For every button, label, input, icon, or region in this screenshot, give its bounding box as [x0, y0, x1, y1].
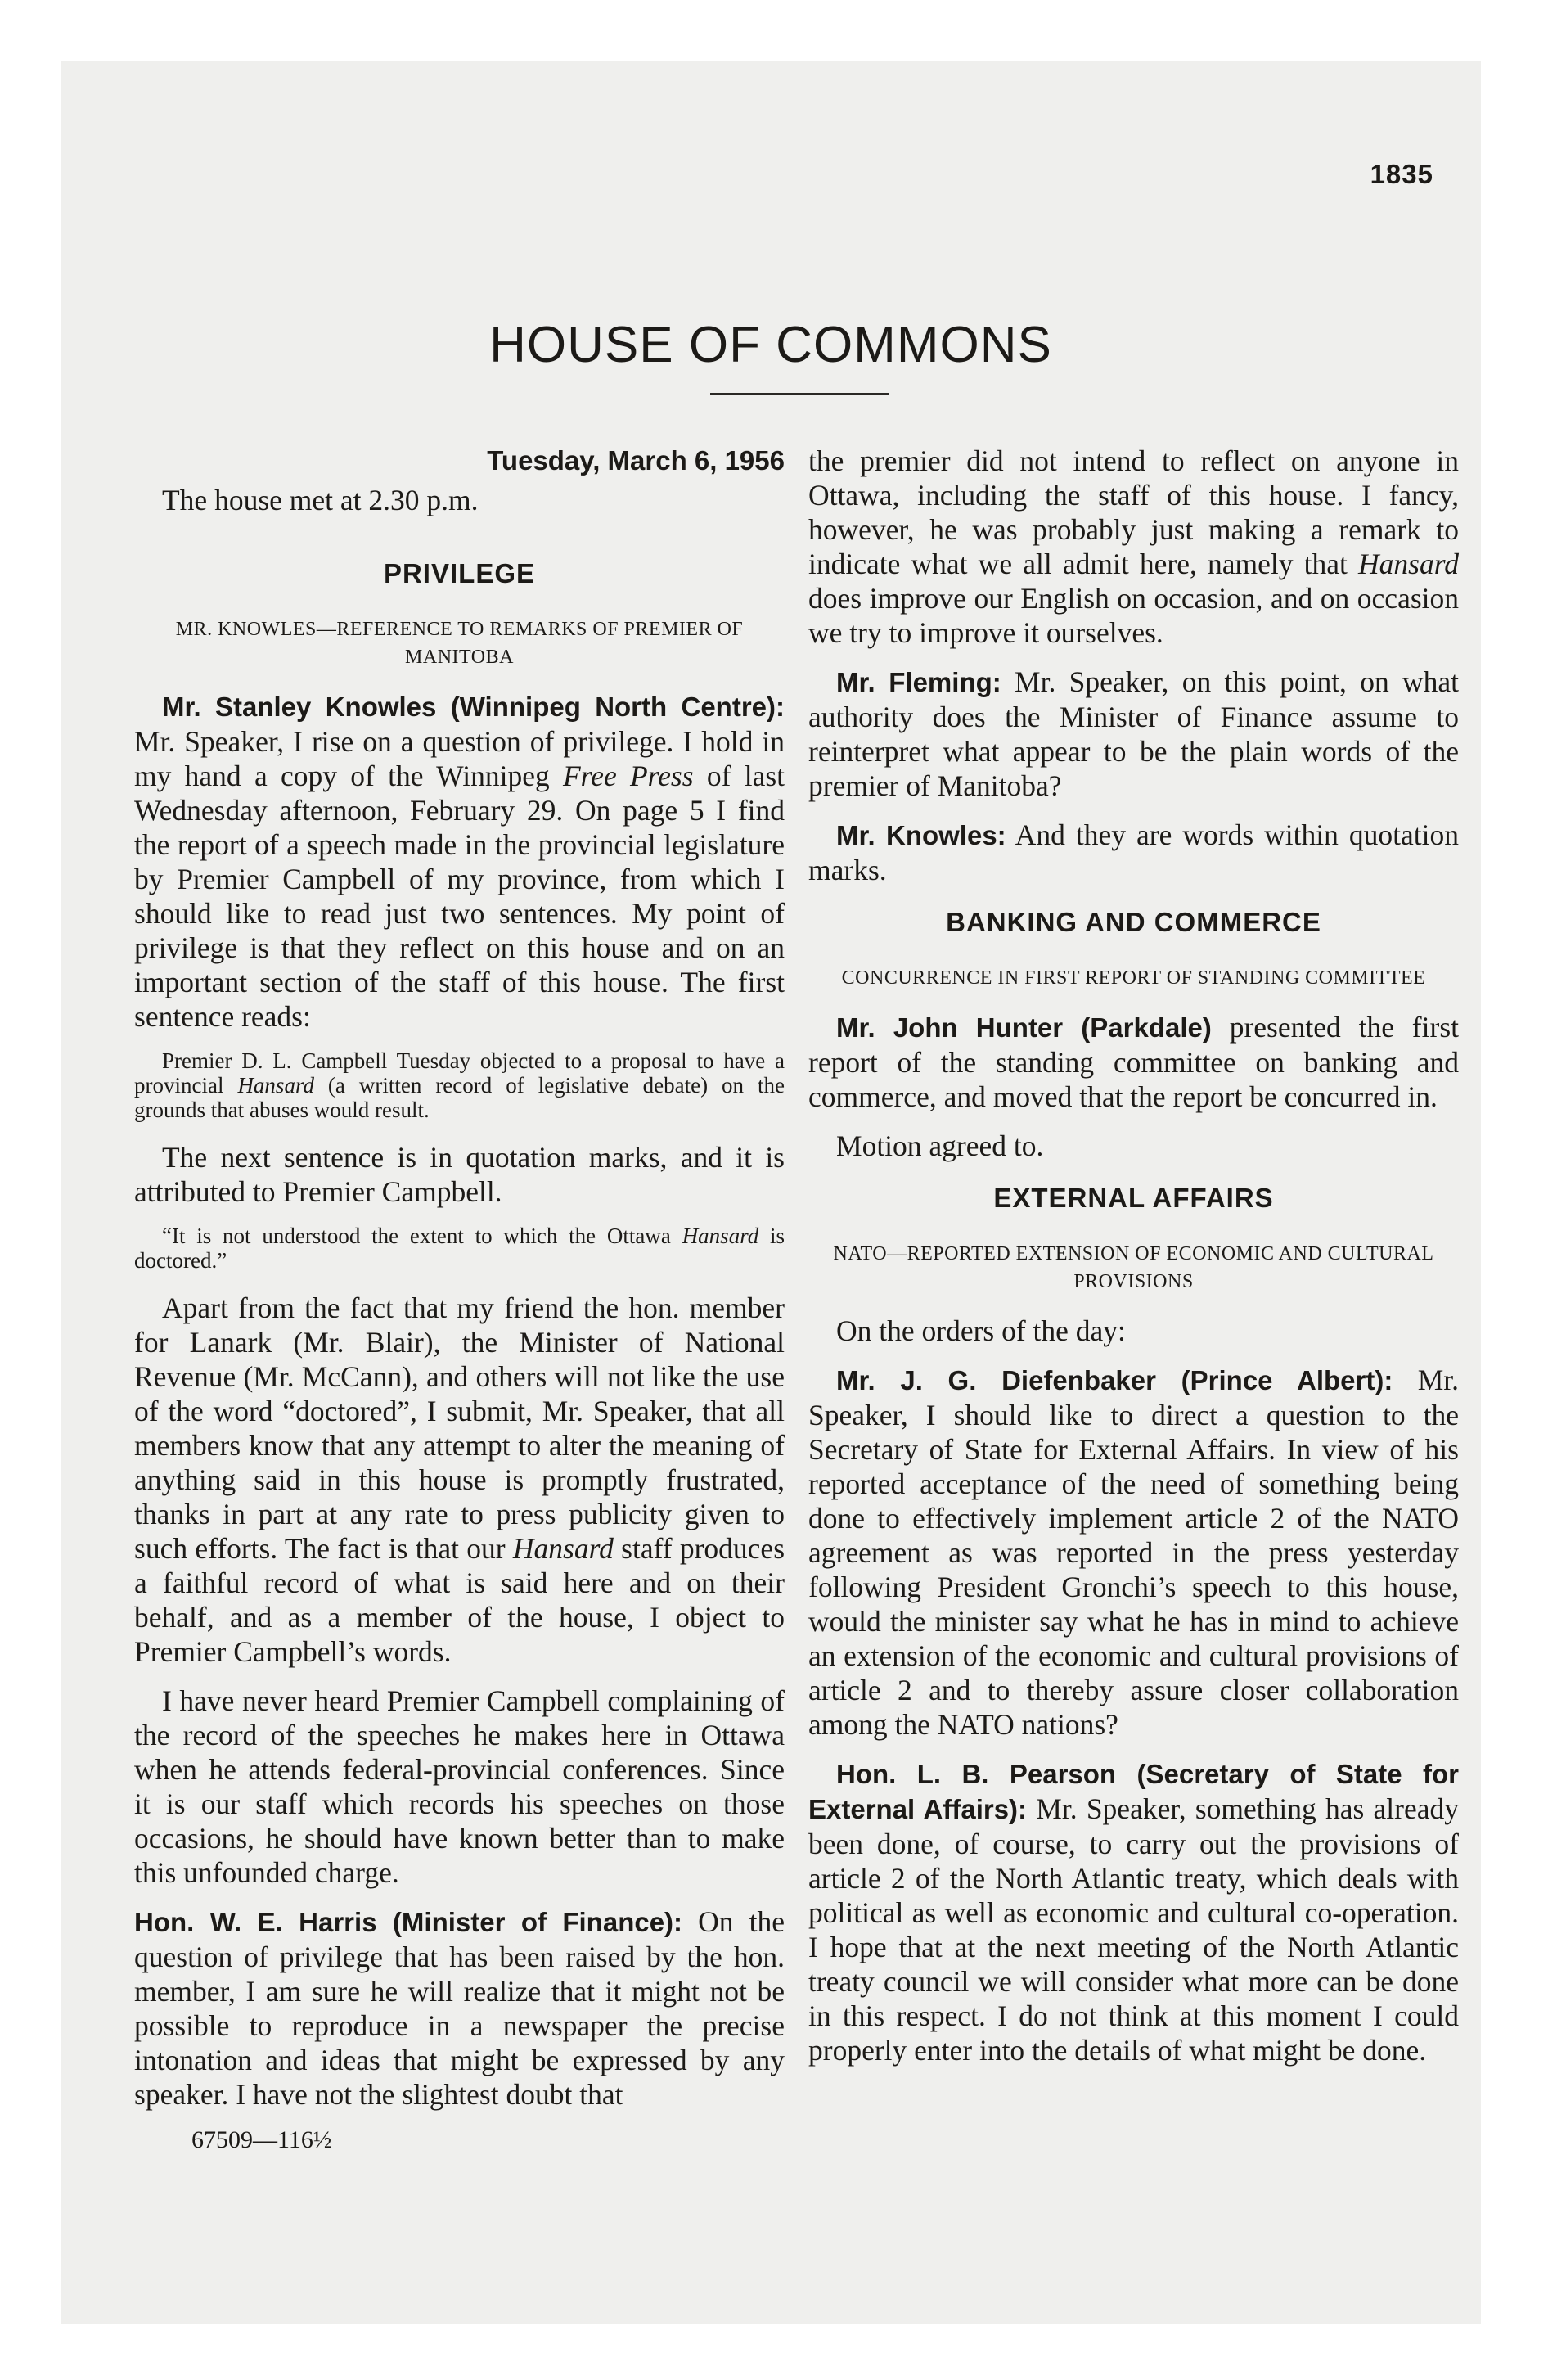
fleming-text: Mr. Speaker, on this point, on what authority does the Minister of Finance assume to reinterpret what appear to be the plain words of the premier of Manitoba?: [808, 665, 1460, 802]
harris-speech: [134, 1904, 785, 2112]
quote2-b: is doctored.”: [134, 1224, 785, 1273]
sitting-date: Tuesday, March 6, 1956: [487, 445, 785, 476]
external-affairs-heading: EXTERNAL AFFAIRS: [993, 1183, 1274, 1213]
knowles-text-italic: Free Press: [563, 760, 694, 792]
argument-a: Apart from the fact that my friend the hon. member for Lanark (Mr. Blair), the Minister of National Revenue (Mr. McCann), and others will not like the use of the word “doctored”, I submit, Mr. Speaker, that all members know that any attempt to alter the meaning of anything said in this house is promptly frustrated, thanks in part at any rate to press publicity given to such efforts. The fact is that our: [134, 1291, 785, 1565]
speaker-fleming: Mr. Fleming:: [836, 667, 1001, 697]
knowles-text-b: of last Wednesday afternoon, February 29. On page 5 I find the report of a speech made in the provincial legislature by Premier Campbell of my province, from which I should like to read just two sentences. My point of privilege is that they reflect on this house and on an important section of the staff of this house. The first sentence reads:: [134, 760, 785, 1033]
speaker-diefenbaker: Mr. J. G. Diefenbaker (Prince Albert):: [836, 1365, 1393, 1395]
speaker-knowles-reply: Mr. Knowles:: [836, 820, 1006, 850]
quote2-a: “It is not understood the extent to which the Ottawa: [162, 1224, 682, 1248]
pearson-text: Mr. Speaker, something has already been done, of course, to carry out the provisions of article 2 of the North Atlantic treaty, which deals with political as well as economic and cultural co-operation. I hope that at the next meeting of the North Atlantic treaty council we will consider what more can be done in this respect. I do not think at this moment I could properly enter into the details of what might be done.: [808, 1792, 1459, 2067]
harris-cont-a: the premier did not intend to reflect on anyone in Ottawa, including the staff of this house. I fancy, however, he was probably just making a remark to indicate what we all admit here, namely that: [808, 444, 1459, 580]
hunter-speech: [808, 1010, 1459, 1114]
external-affairs-subheading: NATO—REPORTED EXTENSION OF ECONOMIC AND CULTURAL PROVISIONS: [833, 1243, 1434, 1292]
title-divider: [710, 393, 889, 395]
diefenbaker-speech: [808, 1363, 1459, 1742]
quote-first-sentence: [134, 1048, 785, 1122]
knowles-text-a: Mr. Speaker, I rise on a question of privilege. I hold in my hand a copy of the Winnipeg: [134, 725, 785, 792]
banking-subheading: CONCURRENCE IN FIRST REPORT OF STANDING COMMITTEE: [841, 967, 1426, 989]
knowles-next-sentence: The next sentence is in quotation marks, and it is attributed to Premier Campbell.: [134, 1141, 785, 1208]
page-title: HOUSE OF COMMONS: [489, 316, 1052, 373]
knowles-reply: [808, 818, 1459, 887]
right-column: [808, 444, 1459, 2082]
speaker-hunter: Mr. John Hunter (Parkdale): [836, 1012, 1212, 1043]
diefenbaker-text: Mr. Speaker, I should like to direct a question to the Secretary of State for External Affairs. In view of his reported acceptance of the need of something being done to effectively implement article 2 of the NATO agreement as was reported in the press yesterday following President Gronchi’s speech to this house, would the minister say what he has in mind to achieve an extension of the economic and cultural provisions of article 2 and to thereby assure closer collaboration among the NATO nations?: [808, 1364, 1459, 1741]
privilege-subheading: MR. KNOWLES—REFERENCE TO REMARKS OF PREMIER OF MANITOBA: [175, 619, 744, 668]
print-code: 67509—116½: [191, 2126, 332, 2153]
left-column: [134, 444, 785, 2157]
quote2-italic: Hansard: [682, 1224, 759, 1248]
argument-italic: Hansard: [512, 1532, 614, 1565]
sitting-start: The house met at 2.30 p.m.: [162, 484, 479, 516]
speaker-pearson: Hon. L. B. Pearson (Secretary of State for External Affairs):: [808, 1759, 1459, 1824]
knowles-reply-text: And they are words within quotation marks.: [808, 818, 1459, 886]
harris-text: On the question of privilege that has been raised by the hon. member, I am sure he will realize that it might not be possible to reproduce in a newspaper the precise intonation and ideas that might be expressed by any speaker. I have not the slightest doubt that: [134, 1905, 785, 2111]
knowles-speech: [134, 689, 785, 1034]
harris-continued: [808, 444, 1459, 650]
document-page: [61, 61, 1481, 2324]
argument-b: staff produces a faithful record of what is said here and on their behalf, and as a member of the house, I object to Premier Campbell’s words.: [134, 1532, 785, 1668]
privilege-heading: PRIVILEGE: [383, 558, 536, 588]
knowles-argument: [134, 1291, 785, 1669]
quote1-b: (a written record of legislative debate) on the grounds that abuses would result.: [134, 1073, 785, 1122]
speaker-harris: Hon. W. E. Harris (Minister of Finance):: [134, 1907, 683, 1937]
harris-cont-b: does improve our English on occasion, and on occasion we try to improve it ourselves.: [808, 582, 1459, 649]
page-number: 1835: [1370, 159, 1433, 189]
motion-agreed: Motion agreed to.: [836, 1129, 1044, 1162]
quote1-italic: Hansard: [237, 1073, 314, 1098]
orders-of-day: On the orders of the day:: [836, 1314, 1126, 1347]
quote-second-sentence: [134, 1224, 785, 1273]
banking-heading: BANKING AND COMMERCE: [946, 907, 1321, 937]
hunter-text: presented the first report of the standing committee on banking and commerce, and moved that the report be concurred in.: [808, 1011, 1459, 1113]
pearson-speech: [808, 1756, 1459, 2067]
fleming-speech: [808, 665, 1459, 803]
speaker-knowles: Mr. Stanley Knowles (Winnipeg North Centre):: [162, 692, 785, 722]
quote1-a: Premier D. L. Campbell Tuesday objected to a proposal to have a provincial: [134, 1048, 785, 1098]
harris-cont-italic: Hansard: [1358, 548, 1459, 580]
knowles-conclusion: I have never heard Premier Campbell complaining of the record of the speeches he makes here in Ottawa when he attends federal-provincial conferences. Since it is our staff which records his speeches on those occasions, he should have known better than to make this unfounded charge.: [134, 1684, 785, 1889]
